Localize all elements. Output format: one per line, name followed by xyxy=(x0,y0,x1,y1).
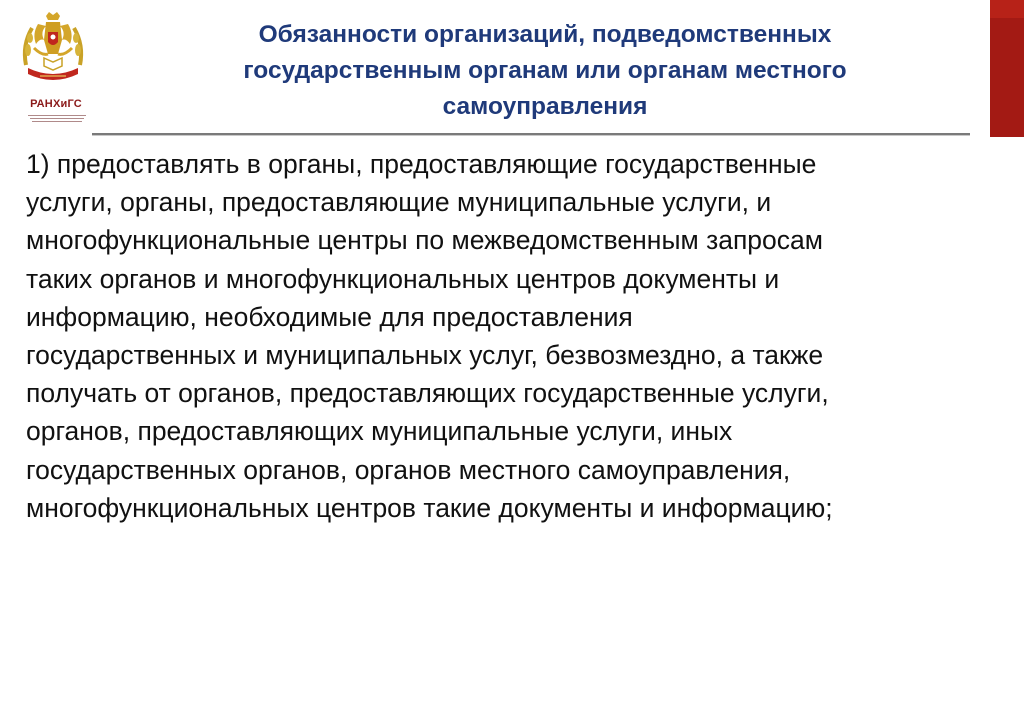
logo-caption: РАНХиГС xyxy=(30,98,82,110)
logo-subtext-line xyxy=(30,118,84,119)
accent-bar xyxy=(990,0,1024,137)
logo xyxy=(18,10,88,122)
double-headed-eagle-emblem-icon xyxy=(18,10,88,98)
logo-subtext-line xyxy=(32,121,82,122)
accent-bar-highlight xyxy=(990,0,1024,18)
slide-title: Обязанности организаций, подведомственных государственным органам или органам местного самоуправления xyxy=(243,21,847,120)
logo-subtext-line xyxy=(28,115,86,116)
title-divider xyxy=(92,133,970,135)
body-paragraph: 1) предоставлять в органы, предоставляющие государственные услуги, органы, предоставляющие муниципальные услуги, и многофункциональные центры по межведомственным запросам таких органов и многофункциональных центров документы и информацию, необходимые для предоставления государственных и муниципальных услуг, безвозмездно, а также получать от органов, предоставляющих государственные услуги, органов, предоставляющих муниципальные услуги, иных государственных органов, органов местного самоуправления, многофункциональных центров такие документы и информацию; xyxy=(26,149,833,523)
